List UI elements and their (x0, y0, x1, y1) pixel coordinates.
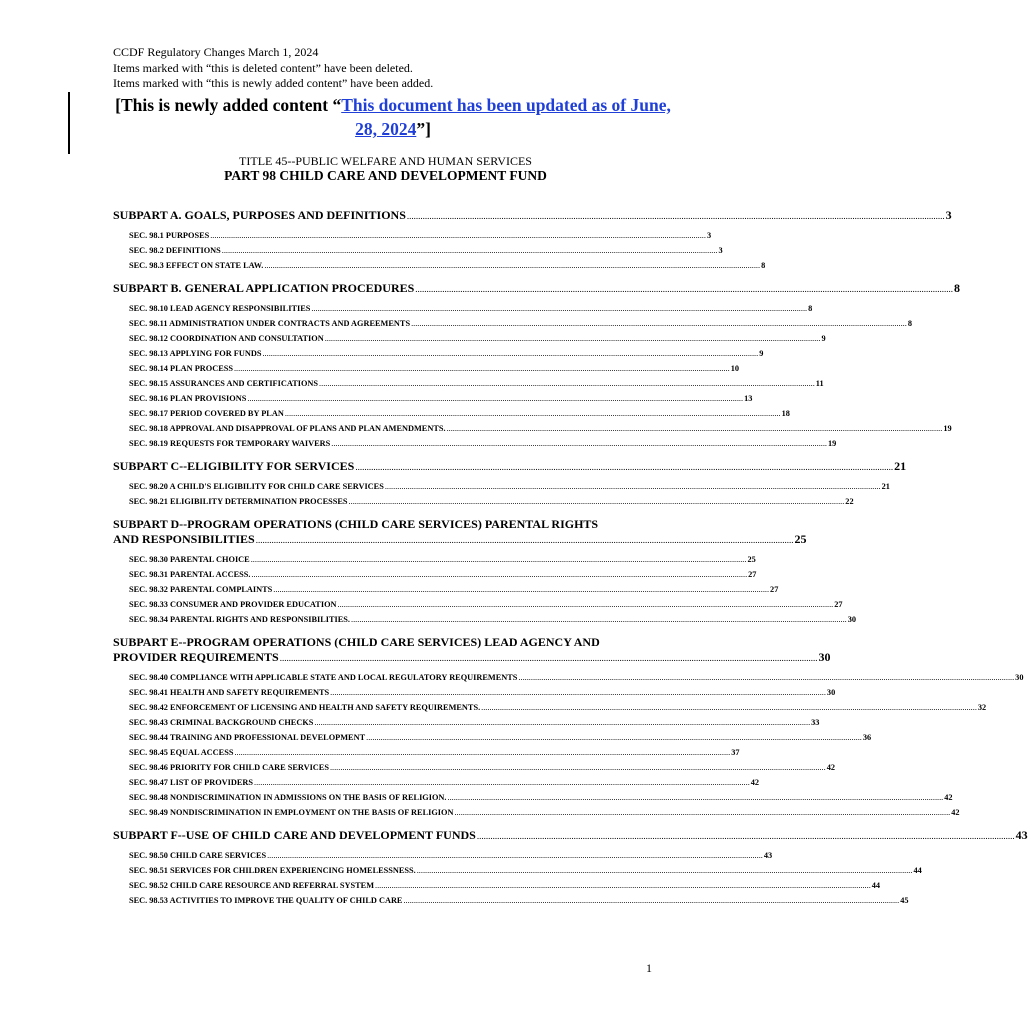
dot-leader: ............................................................................................................................................................................................................................................... (255, 535, 794, 545)
dot-leader: ............................................................................................................................................................................................................................................... (221, 246, 718, 255)
toc-section-entry-page: 18 (781, 409, 790, 418)
toc-subpart-e[interactable] (113, 635, 831, 665)
dot-leader: ............................................................................................................................................................................................................................................... (319, 379, 815, 388)
toc-subpart-b-label: SUBPART B. GENERAL APPLICATION PROCEDURES (113, 281, 415, 295)
dot-leader: ............................................................................................................................................................................................................................................... (284, 409, 781, 418)
toc-section-entry-page: 8 (907, 319, 912, 328)
toc-subpart-a-label: SUBPART A. GOALS, PURPOSES AND DEFINITIONS (113, 208, 406, 222)
toc-section-entry[interactable] (113, 730, 872, 745)
toc-section-entry-page: 43 (763, 851, 773, 860)
toc-section-entry[interactable] (113, 361, 740, 376)
dot-leader: ............................................................................................................................................................................................................................................... (324, 334, 821, 343)
toc-section-entry-label: SEC. 98.49 NONDISCRIMINATION IN EMPLOYMENT ON THE BASIS OF RELIGION (129, 808, 454, 817)
dot-leader: ............................................................................................................................................................................................................................................... (366, 733, 862, 742)
toc-section-entry-page: 9 (821, 334, 826, 343)
toc-section-entry-page: 19 (943, 424, 952, 433)
toc-section-entry-page: 21 (881, 482, 890, 491)
dot-leader: ............................................................................................................................................................................................................................................... (267, 851, 763, 860)
toc-subpart-f-page: 43 (1015, 828, 1028, 842)
dot-leader: ............................................................................................................................................................................................................................................... (481, 703, 977, 712)
toc-section-entry-page: 3 (718, 246, 723, 255)
dot-leader: ............................................................................................................................................................................................................................................... (210, 231, 706, 240)
toc-section-entry-label: SEC. 98.33 CONSUMER AND PROVIDER EDUCATION (129, 600, 337, 609)
subpart-heading-line-2 (113, 532, 807, 547)
change-bar (68, 92, 70, 154)
toc-section-entry-page: 8 (761, 261, 766, 270)
toc-subpart-c[interactable] (113, 459, 907, 474)
toc-section-entry-label: SEC. 98.41 HEALTH AND SAFETY REQUIREMENTS (129, 688, 330, 697)
toc-section-entry-page: 27 (834, 600, 843, 609)
dot-leader: ............................................................................................................................................................................................................................................... (251, 570, 748, 579)
toc-section-entry-label: SEC. 98.30 PARENTAL CHOICE (129, 555, 250, 564)
toc-section-entry-label: SEC. 98.43 CRIMINAL BACKGROUND CHECKS (129, 718, 314, 727)
table-of-contents (113, 208, 1028, 908)
dot-leader: ............................................................................................................................................................................................................................................... (375, 881, 871, 890)
added-content-notice (113, 93, 673, 141)
toc-section-entry-label: SEC. 98.15 ASSURANCES AND CERTIFICATIONS (129, 379, 319, 388)
toc-section-entry-label: SEC. 98.48 NONDISCRIMINATION IN ADMISSIONS ON THE BASIS OF RELIGION. (129, 793, 447, 802)
toc-section-entry[interactable] (113, 700, 987, 715)
dot-leader: ............................................................................................................................................................................................................................................... (415, 284, 954, 294)
toc-section-entry-page: 45 (900, 896, 909, 905)
dot-leader: ............................................................................................................................................................................................................................................... (233, 364, 730, 373)
subpart-heading-line-2 (113, 650, 831, 665)
toc-section-entry[interactable] (113, 494, 854, 509)
toc-section-entry[interactable] (113, 760, 835, 775)
title-45-heading: TITLE 45--PUBLIC WELFARE AND HUMAN SERVICES (239, 154, 532, 168)
dot-leader: ............................................................................................................................................................................................................................................... (311, 304, 808, 313)
toc-section-entry-label: SEC. 98.14 PLAN PROCESS (129, 364, 233, 373)
toc-section-entry-label: SEC. 98.46 PRIORITY FOR CHILD CARE SERVICES (129, 763, 329, 772)
toc-section-entry[interactable] (113, 376, 824, 391)
dot-leader: ............................................................................................................................................................................................................................................... (476, 831, 1015, 841)
dot-leader: ............................................................................................................................................................................................................................................... (337, 600, 834, 609)
toc-section-entry-page: 37 (731, 748, 740, 757)
toc-section-entry[interactable] (113, 582, 779, 597)
dot-leader: ............................................................................................................................................................................................................................................... (273, 585, 770, 594)
toc-section-entry[interactable] (113, 567, 757, 582)
dot-leader: ............................................................................................................................................................................................................................................... (264, 261, 761, 270)
toc-section-entry[interactable] (113, 331, 826, 346)
toc-section-entry-page: 25 (747, 555, 756, 564)
toc-section-entry[interactable] (113, 670, 1024, 685)
dot-leader: ............................................................................................................................................................................................................................................... (411, 319, 907, 328)
toc-section-entry[interactable] (113, 436, 837, 451)
toc-section-entry-page: 3 (706, 231, 712, 240)
toc-subpart-a[interactable] (113, 208, 952, 223)
toc-section-entry[interactable] (113, 685, 836, 700)
dot-leader: ............................................................................................................................................................................................................................................... (262, 349, 759, 358)
toc-section-entry-label: SEC. 98.52 CHILD CARE RESOURCE AND REFERRAL SYSTEM (129, 881, 375, 890)
toc-section-entry-label: SEC. 98.42 ENFORCEMENT OF LICENSING AND HEALTH AND SAFETY REQUIREMENTS. (129, 703, 481, 712)
dot-leader: ............................................................................................................................................................................................................................................... (329, 763, 826, 772)
toc-section-entry-page: 9 (759, 349, 764, 358)
dot-leader: ............................................................................................................................................................................................................................................... (279, 653, 818, 663)
updated-date-link[interactable]: This document has been updated as of June, 28, 2024 (341, 95, 671, 139)
toc-section-entry-label: SEC. 98.10 LEAD AGENCY RESPONSIBILITIES (129, 304, 311, 313)
toc-section-entry-label: SEC. 98.13 APPLYING FOR FUNDS (129, 349, 262, 358)
dot-leader: ............................................................................................................................................................................................................................................... (348, 497, 845, 506)
toc-section-entry[interactable] (113, 243, 723, 258)
notice-prefix: [This is newly added content “ (115, 95, 342, 115)
dot-leader: ............................................................................................................................................................................................................................................... (234, 748, 731, 757)
toc-section-entry-label: SEC. 98.47 LIST OF PROVIDERS (129, 778, 254, 787)
toc-subpart-c-page: 21 (894, 459, 907, 473)
toc-section-entry-page: 44 (871, 881, 881, 890)
dot-leader: ............................................................................................................................................................................................................................................... (384, 482, 881, 491)
toc-section-entry[interactable] (113, 316, 912, 331)
toc-section-entry-page: 42 (951, 808, 960, 817)
toc-subpart-b[interactable] (113, 281, 961, 296)
toc-section-entry-page: 32 (977, 703, 987, 712)
toc-section-entry[interactable] (113, 790, 953, 805)
toc-section-entry-page: 30 (826, 688, 836, 697)
dot-leader: ............................................................................................................................................................................................................................................... (403, 896, 900, 905)
toc-section-entry-page: 42 (944, 793, 953, 802)
toc-section-entry-page: 11 (815, 379, 824, 388)
header-line-3: Items marked with “this is newly added content” have been added. (113, 76, 434, 90)
page-number: 1 (646, 961, 652, 975)
toc-subpart-c-label: SUBPART C--ELIGIBILITY FOR SERVICES (113, 459, 355, 473)
toc-section-entry[interactable] (113, 612, 857, 627)
toc-section-entry-label: SEC. 98.11 ADMINISTRATION UNDER CONTRACTS AND AGREEMENTS (129, 319, 411, 328)
toc-section-entry-label: SEC. 98.50 CHILD CARE SERVICES (129, 851, 267, 860)
dot-leader: ............................................................................................................................................................................................................................................... (406, 211, 945, 221)
toc-section-entry[interactable] (113, 258, 766, 273)
toc-section-entry-label: SEC. 98.18 APPROVAL AND DISAPPROVAL OF PLANS AND PLAN AMENDMENTS. (129, 424, 446, 433)
toc-section-entry-page: 22 (845, 497, 854, 506)
subpart-heading-line-1: SUBPART D--PROGRAM OPERATIONS (CHILD CARE SERVICES) PARENTAL RIGHTS (113, 517, 599, 531)
dot-leader: ............................................................................................................................................................................................................................................... (518, 673, 1015, 682)
subpart-page: 25 (794, 532, 807, 546)
subpart-heading-line-2-label: PROVIDER REQUIREMENTS (113, 650, 279, 664)
toc-section-entry-label: SEC. 98.31 PARENTAL ACCESS. (129, 570, 251, 579)
dot-leader: ............................................................................................................................................................................................................................................... (454, 808, 951, 817)
toc-section-entry-label: SEC. 98.34 PARENTAL RIGHTS AND RESPONSIBILITIES. (129, 615, 351, 624)
toc-section-entry-page: 36 (862, 733, 872, 742)
toc-section-entry-page: 33 (811, 718, 820, 727)
dot-leader: ............................................................................................................................................................................................................................................... (331, 439, 828, 448)
toc-section-entry[interactable] (113, 848, 773, 863)
dot-leader: ............................................................................................................................................................................................................................................... (247, 394, 744, 403)
subpart-page: 30 (818, 650, 831, 664)
toc-section-entry[interactable] (113, 715, 820, 730)
toc-subpart-b-page: 8 (954, 281, 961, 295)
dot-leader: ............................................................................................................................................................................................................................................... (250, 555, 747, 564)
toc-section-entry-page: 10 (730, 364, 740, 373)
header-line-2: Items marked with “this is deleted content” have been deleted. (113, 60, 413, 75)
toc-section-entry-page: 42 (750, 778, 760, 787)
toc-section-entry[interactable] (113, 346, 764, 361)
toc-section-entry-page: 44 (913, 866, 922, 875)
toc-subpart-f[interactable] (113, 828, 1028, 843)
dot-leader: ............................................................................................................................................................................................................................................... (446, 424, 943, 433)
header-line-1: CCDF Regulatory Changes March 1, 2024 (113, 45, 319, 59)
toc-section-entry-page: 30 (1015, 673, 1024, 682)
dot-leader: ............................................................................................................................................................................................................................................... (416, 866, 913, 875)
toc-subpart-f-label: SUBPART F--USE OF CHILD CARE AND DEVELOPMENT FUNDS (113, 828, 476, 842)
toc-section-entry-label: SEC. 98.17 PERIOD COVERED BY PLAN (129, 409, 284, 418)
toc-section-entry[interactable] (113, 391, 753, 406)
toc-section-entry-label: SEC. 98.21 ELIGIBILITY DETERMINATION PROCESSES (129, 497, 348, 506)
toc-section-entry[interactable] (113, 552, 756, 567)
toc-section-entry[interactable] (113, 301, 813, 316)
toc-section-entry-label: SEC. 98.53 ACTIVITIES TO IMPROVE THE QUALITY OF CHILD CARE (129, 896, 403, 905)
toc-section-entry-label: SEC. 98.1 PURPOSES (129, 231, 210, 240)
toc-section-entry-page: 27 (748, 570, 757, 579)
part-98-heading: PART 98 CHILD CARE AND DEVELOPMENT FUND (224, 168, 547, 183)
subpart-heading-line-2-label: AND RESPONSIBILITIES (113, 532, 255, 546)
toc-section-entry[interactable] (113, 745, 740, 760)
toc-section-entry[interactable] (113, 421, 952, 436)
toc-section-entry-page: 27 (770, 585, 779, 594)
toc-section-entry-label: SEC. 98.16 PLAN PROVISIONS (129, 394, 247, 403)
toc-section-entry-label: SEC. 98.3 EFFECT ON STATE LAW. (129, 261, 264, 270)
toc-subpart-a-page: 3 (945, 208, 952, 222)
toc-subpart-d[interactable] (113, 517, 807, 547)
toc-section-entry[interactable] (113, 406, 790, 421)
toc-section-entry-label: SEC. 98.45 EQUAL ACCESS (129, 748, 234, 757)
dot-leader: ............................................................................................................................................................................................................................................... (447, 793, 944, 802)
dot-leader: ............................................................................................................................................................................................................................................... (351, 615, 847, 624)
subpart-heading-line-1: SUBPART E--PROGRAM OPERATIONS (CHILD CARE SERVICES) LEAD AGENCY AND (113, 635, 600, 649)
notice-suffix: ”] (416, 119, 431, 139)
toc-section-entry[interactable] (113, 775, 760, 790)
dot-leader: ............................................................................................................................................................................................................................................... (254, 778, 750, 787)
toc-section-entry-page: 13 (744, 394, 753, 403)
toc-section-entry-page: 19 (828, 439, 837, 448)
toc-section-entry-label: SEC. 98.32 PARENTAL COMPLAINTS (129, 585, 273, 594)
toc-section-entry-page: 42 (826, 763, 835, 772)
toc-section-entry-label: SEC. 98.44 TRAINING AND PROFESSIONAL DEVELOPMENT (129, 733, 366, 742)
toc-section-entry[interactable] (113, 893, 909, 908)
toc-section-entry-page: 30 (847, 615, 857, 624)
toc-section-entry[interactable] (113, 597, 843, 612)
toc-section-entry-label: SEC. 98.40 COMPLIANCE WITH APPLICABLE STATE AND LOCAL REGULATORY REQUIREMENTS (129, 673, 518, 682)
toc-section-entry[interactable] (113, 863, 922, 878)
toc-section-entry[interactable] (113, 479, 890, 494)
toc-section-entry-label: SEC. 98.12 COORDINATION AND CONSULTATION (129, 334, 324, 343)
toc-section-entry[interactable] (113, 228, 712, 243)
toc-section-entry[interactable] (113, 805, 960, 820)
toc-section-entry-page: 8 (808, 304, 813, 313)
toc-section-entry-label: SEC. 98.51 SERVICES FOR CHILDREN EXPERIENCING HOMELESSNESS. (129, 866, 416, 875)
toc-section-entry-label: SEC. 98.20 A CHILD'S ELIGIBILITY FOR CHILD CARE SERVICES (129, 482, 384, 491)
toc-section-entry-label: SEC. 98.2 DEFINITIONS (129, 246, 221, 255)
toc-section-entry[interactable] (113, 878, 881, 893)
dot-leader: ............................................................................................................................................................................................................................................... (314, 718, 811, 727)
dot-leader: ............................................................................................................................................................................................................................................... (355, 462, 894, 472)
document-header (113, 45, 433, 92)
toc-section-entry-label: SEC. 98.19 REQUESTS FOR TEMPORARY WAIVERS (129, 439, 331, 448)
dot-leader: ............................................................................................................................................................................................................................................... (330, 688, 826, 697)
